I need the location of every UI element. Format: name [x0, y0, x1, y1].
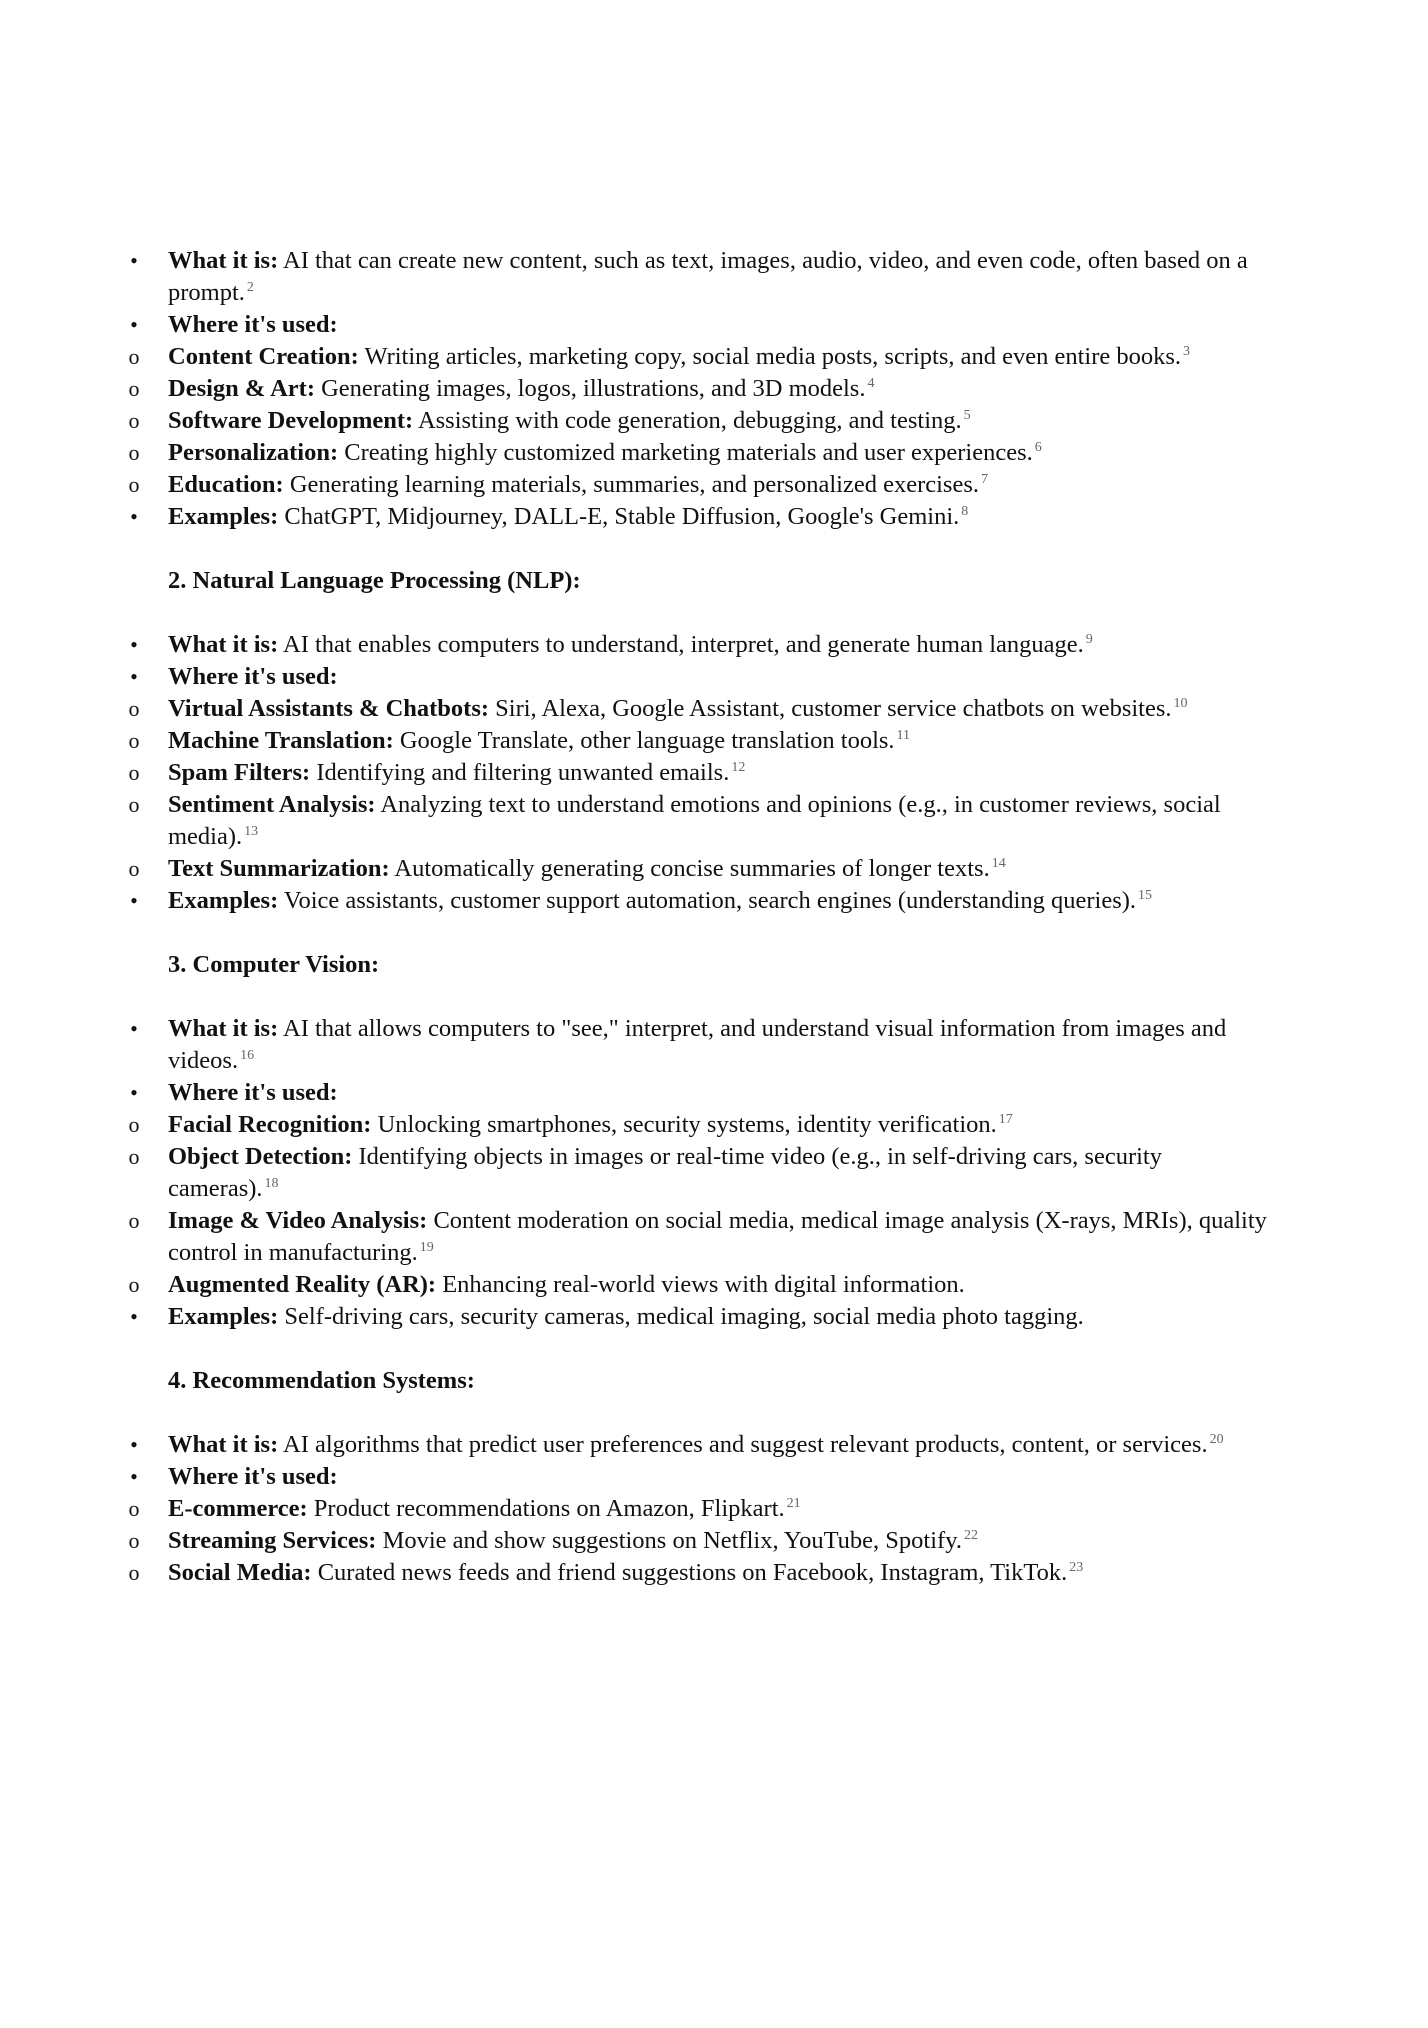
item-text: AI algorithms that predict user preferences and suggest relevant products, content, or services.: [278, 1431, 1208, 1458]
footnote-ref: 19: [419, 1240, 434, 1255]
footnote-ref: 16: [240, 1048, 255, 1063]
footnote-ref: 6: [1034, 440, 1042, 455]
footnote-ref: 13: [244, 824, 259, 839]
item-term: Examples:: [168, 1303, 279, 1330]
list-item: [0, 757, 1428, 789]
item-term: Education:: [168, 471, 284, 498]
footnote-ref: 12: [731, 760, 746, 775]
item-text: Generating learning materials, summaries, and personalized exercises.: [283, 471, 979, 498]
list-item: [0, 1525, 1428, 1557]
item-term: What it is:: [168, 631, 279, 658]
list-item: [0, 1013, 1428, 1077]
item-text: Unlocking smartphones, security systems, identity verification.: [371, 1111, 997, 1138]
footnote-ref: 8: [961, 504, 969, 519]
list-item: [0, 1205, 1428, 1269]
item-term: Where it's used:: [168, 663, 338, 690]
list-item: [0, 1077, 1428, 1109]
footnote-ref: 14: [991, 856, 1006, 871]
item-term: Software Development:: [168, 407, 414, 434]
item-text: Product recommendations on Amazon, Flipkart.: [307, 1495, 785, 1522]
circle-bullet-icon: [124, 853, 144, 885]
list-item: [0, 1109, 1428, 1141]
circle-bullet-icon: [124, 1493, 144, 1525]
list-item: [0, 309, 1428, 341]
item-text: Google Translate, other language translation tools.: [393, 727, 895, 754]
item-text: Identifying objects in images or real-time video (e.g., in self-driving cars, security cameras).: [168, 1143, 1162, 1202]
item-term: Facial Recognition:: [168, 1111, 372, 1138]
item-text: AI that can create new content, such as text, images, audio, video, and even code, often based on a prompt.: [168, 247, 1248, 306]
list-item: [0, 437, 1428, 469]
list-item: [0, 853, 1428, 885]
circle-bullet-icon: [124, 469, 144, 501]
item-text: Analyzing text to understand emotions and opinions (e.g., in customer reviews, social media).: [168, 791, 1221, 850]
footnote-ref: 10: [1173, 696, 1188, 711]
bullet-icon: [124, 309, 144, 341]
item-text: Generating images, logos, illustrations, and 3D models.: [314, 375, 866, 402]
item-text: Siri, Alexa, Google Assistant, customer service chatbots on websites.: [489, 695, 1172, 722]
item-term: Streaming Services:: [168, 1527, 377, 1554]
circle-bullet-icon: [124, 341, 144, 373]
bullet-icon: [124, 1301, 144, 1333]
item-term: E-commerce:: [168, 1495, 308, 1522]
circle-bullet-icon: [124, 1525, 144, 1557]
item-term: Personalization:: [168, 439, 339, 466]
bullet-icon: [124, 1429, 144, 1461]
footnote-ref: 21: [786, 1496, 801, 1511]
item-term: Content Creation:: [168, 343, 359, 370]
item-term: Spam Filters:: [168, 759, 311, 786]
item-text: Content moderation on social media, medical image analysis (X-rays, MRIs), quality control in manufacturing.: [168, 1207, 1267, 1266]
circle-bullet-icon: [124, 757, 144, 789]
section-heading: 4. Recommendation Systems:: [168, 1367, 475, 1394]
item-term: Sentiment Analysis:: [168, 791, 376, 818]
footnote-ref: 18: [264, 1176, 279, 1191]
item-text: ChatGPT, Midjourney, DALL-E, Stable Diffusion, Google's Gemini.: [278, 503, 960, 530]
footnote-ref: 11: [896, 728, 911, 743]
circle-bullet-icon: [124, 1205, 144, 1237]
footnote-ref: 17: [998, 1112, 1013, 1127]
list-item: [0, 1429, 1428, 1461]
footnote-ref: 15: [1138, 888, 1153, 903]
section-list: [0, 1013, 1428, 1333]
footnote-ref: 9: [1085, 632, 1093, 647]
item-term: Machine Translation:: [168, 727, 394, 754]
circle-bullet-icon: [124, 1141, 144, 1173]
list-item: [0, 693, 1428, 725]
footnote-ref: 3: [1183, 344, 1191, 359]
section-heading: 3. Computer Vision:: [168, 951, 380, 978]
list-item: [0, 1493, 1428, 1525]
circle-bullet-icon: [124, 725, 144, 757]
item-text: Writing articles, marketing copy, social media posts, scripts, and even entire books.: [358, 343, 1182, 370]
section-heading: 2. Natural Language Processing (NLP):: [168, 567, 581, 594]
list-item: [0, 885, 1428, 917]
list-item: [0, 1461, 1428, 1493]
bullet-icon: [124, 245, 144, 277]
bullet-icon: [124, 629, 144, 661]
item-term: Object Detection:: [168, 1143, 353, 1170]
item-term: Augmented Reality (AR):: [168, 1271, 437, 1298]
footnote-ref: 2: [246, 280, 254, 295]
item-term: What it is:: [168, 247, 279, 274]
item-term: Where it's used:: [168, 1463, 338, 1490]
item-term: Examples:: [168, 503, 279, 530]
item-text: Self-driving cars, security cameras, medical imaging, social media photo tagging.: [278, 1303, 1084, 1330]
item-term: Where it's used:: [168, 1079, 338, 1106]
list-item: [0, 1301, 1428, 1333]
section-list: [0, 629, 1428, 917]
item-term: Examples:: [168, 887, 279, 914]
item-text: AI that enables computers to understand, interpret, and generate human language.: [278, 631, 1084, 658]
circle-bullet-icon: [124, 437, 144, 469]
item-text: Assisting with code generation, debugging, and testing.: [413, 407, 962, 434]
list-item: [0, 469, 1428, 501]
circle-bullet-icon: [124, 1269, 144, 1301]
item-term: Social Media:: [168, 1559, 312, 1586]
item-term: Image & Video Analysis:: [168, 1207, 428, 1234]
list-item: [0, 341, 1428, 373]
list-item: [0, 661, 1428, 693]
section-list: [0, 1429, 1428, 1589]
footnote-ref: 22: [964, 1528, 978, 1543]
bullet-icon: [124, 661, 144, 693]
list-item: [0, 1141, 1428, 1205]
list-item: [0, 245, 1428, 309]
footnote-ref: 23: [1069, 1560, 1084, 1575]
footnote-ref: 4: [867, 376, 875, 391]
circle-bullet-icon: [124, 789, 144, 821]
bullet-icon: [124, 885, 144, 917]
item-term: Virtual Assistants & Chatbots:: [168, 695, 490, 722]
item-text: Automatically generating concise summaries of longer texts.: [389, 855, 990, 882]
list-item: [0, 1557, 1428, 1589]
list-item: [0, 1269, 1428, 1301]
footnote-ref: 7: [980, 472, 988, 487]
list-item: [0, 501, 1428, 533]
item-term: What it is:: [168, 1015, 279, 1042]
item-term: What it is:: [168, 1431, 279, 1458]
item-text: Identifying and filtering unwanted emails.: [310, 759, 730, 786]
bullet-icon: [124, 1461, 144, 1493]
item-text: Movie and show suggestions on Netflix, YouTube, Spotify.: [376, 1527, 962, 1554]
bullet-icon: [124, 501, 144, 533]
list-item: [0, 725, 1428, 757]
circle-bullet-icon: [124, 1557, 144, 1589]
item-text: Creating highly customized marketing materials and user experiences.: [338, 439, 1033, 466]
footnote-ref: 5: [963, 408, 971, 423]
list-item: [0, 373, 1428, 405]
item-term: Where it's used:: [168, 311, 338, 338]
item-text: Curated news feeds and friend suggestions on Facebook, Instagram, TikTok.: [311, 1559, 1068, 1586]
item-term: Text Summarization:: [168, 855, 390, 882]
circle-bullet-icon: [124, 373, 144, 405]
circle-bullet-icon: [124, 1109, 144, 1141]
list-item: [0, 789, 1428, 853]
item-text: AI that allows computers to "see," interpret, and understand visual information from images and videos.: [168, 1015, 1227, 1074]
list-item: [0, 629, 1428, 661]
list-item: [0, 405, 1428, 437]
document-body: [0, 245, 1428, 1589]
bullet-icon: [124, 1013, 144, 1045]
item-term: Design & Art:: [168, 375, 315, 402]
bullet-icon: [124, 1077, 144, 1109]
footnote-ref: 20: [1209, 1432, 1224, 1447]
circle-bullet-icon: [124, 693, 144, 725]
section-list: [0, 245, 1428, 533]
item-text: Voice assistants, customer support automation, search engines (understanding queries).: [278, 887, 1137, 914]
circle-bullet-icon: [124, 405, 144, 437]
item-text: Enhancing real-world views with digital information.: [436, 1271, 965, 1298]
